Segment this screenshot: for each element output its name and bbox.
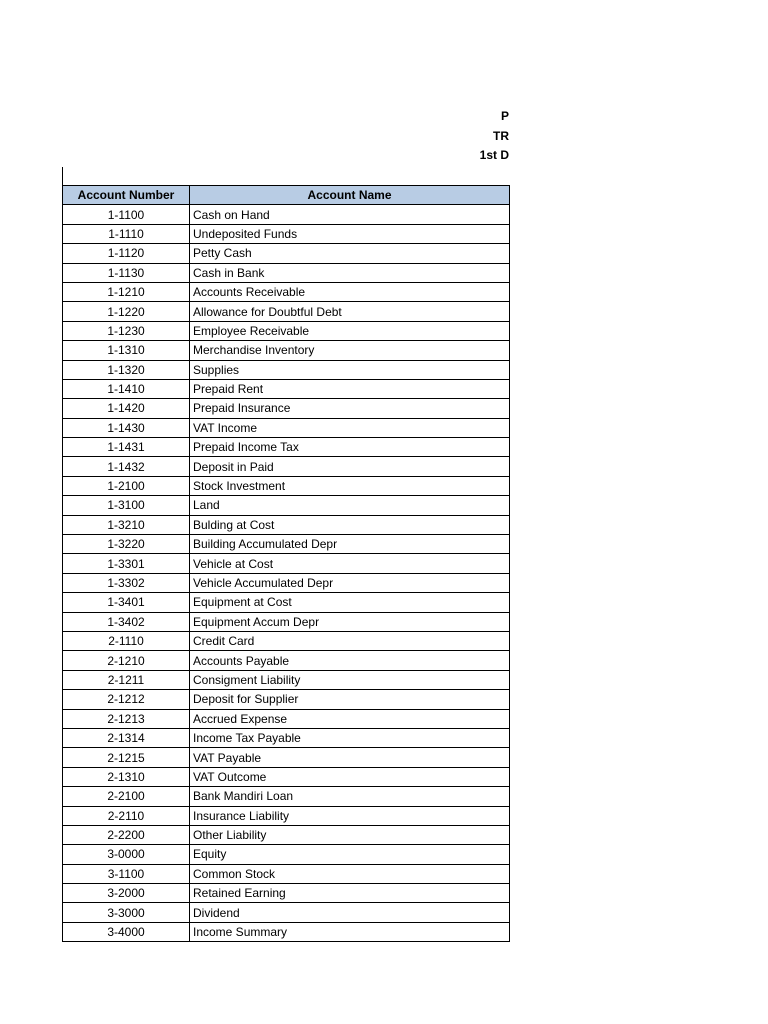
table-row (63, 263, 510, 282)
account-number-cell[interactable]: 1-3220 (63, 535, 190, 554)
table-row (63, 321, 510, 340)
account-name-cell[interactable]: Stock Investment (190, 476, 510, 495)
table-row (63, 767, 510, 786)
account-number-cell[interactable]: 3-0000 (63, 845, 190, 864)
table-row (63, 825, 510, 844)
account-number-cell[interactable]: 3-1100 (63, 864, 190, 883)
table-row (63, 631, 510, 650)
account-number-cell[interactable]: 1-1210 (63, 282, 190, 301)
table-row (63, 205, 510, 224)
account-number-cell[interactable]: 2-1210 (63, 651, 190, 670)
account-name-cell[interactable]: Deposit for Supplier (190, 690, 510, 709)
account-number-cell[interactable]: 3-2000 (63, 884, 190, 903)
account-name-cell[interactable]: Credit Card (190, 631, 510, 650)
account-name-cell[interactable]: Insurance Liability (190, 806, 510, 825)
chart-of-accounts-table (62, 185, 510, 942)
account-number-cell[interactable]: 2-1213 (63, 709, 190, 728)
table-row (63, 399, 510, 418)
account-name-cell[interactable]: Accounts Payable (190, 651, 510, 670)
account-name-cell[interactable]: Building Accumulated Depr (190, 535, 510, 554)
account-number-cell[interactable]: 2-1215 (63, 748, 190, 767)
report-title-line-2: TR (493, 129, 509, 143)
cell-border-line (62, 167, 63, 187)
account-name-cell[interactable]: Equity (190, 845, 510, 864)
table-row (63, 573, 510, 592)
account-number-cell[interactable]: 1-3210 (63, 515, 190, 534)
table-row (63, 651, 510, 670)
account-name-cell[interactable]: Vehicle Accumulated Depr (190, 573, 510, 592)
account-number-cell[interactable]: 1-1432 (63, 457, 190, 476)
table-row (63, 476, 510, 495)
account-name-cell[interactable]: Equipment at Cost (190, 593, 510, 612)
account-name-cell[interactable]: Merchandise Inventory (190, 341, 510, 360)
table-row (63, 496, 510, 515)
account-number-cell[interactable]: 2-1211 (63, 670, 190, 689)
table-row (63, 302, 510, 321)
report-title-line-1: P (500, 109, 509, 123)
table-row (63, 728, 510, 747)
account-number-cell[interactable]: 2-2100 (63, 787, 190, 806)
table-row (63, 670, 510, 689)
account-number-cell[interactable]: 1-3100 (63, 496, 190, 515)
account-number-cell[interactable]: 2-1110 (63, 631, 190, 650)
table-row (63, 379, 510, 398)
account-name-cell[interactable]: Petty Cash (190, 244, 510, 263)
account-number-cell[interactable]: 3-4000 (63, 922, 190, 941)
table-row (63, 612, 510, 631)
account-number-cell[interactable]: 2-2110 (63, 806, 190, 825)
account-name-cell[interactable]: VAT Payable (190, 748, 510, 767)
account-number-cell[interactable]: 1-2100 (63, 476, 190, 495)
table-row (63, 922, 510, 941)
account-number-cell[interactable]: 1-1410 (63, 379, 190, 398)
account-name-cell[interactable]: VAT Income (190, 418, 510, 437)
table-row (63, 903, 510, 922)
table-row (63, 787, 510, 806)
table-row (63, 709, 510, 728)
account-number-cell[interactable]: 1-1110 (63, 224, 190, 243)
account-name-cell[interactable]: Cash in Bank (190, 263, 510, 282)
table-row (63, 748, 510, 767)
account-name-cell[interactable]: VAT Outcome (190, 767, 510, 786)
account-number-cell[interactable]: 1-1130 (63, 263, 190, 282)
report-title-line-3: 1st D (479, 148, 509, 162)
account-name-cell[interactable]: Common Stock (190, 864, 510, 883)
table-row (63, 884, 510, 903)
account-number-cell[interactable]: 3-3000 (63, 903, 190, 922)
table-row (63, 244, 510, 263)
account-number-cell[interactable]: 2-1314 (63, 728, 190, 747)
account-name-cell[interactable]: Dividend (190, 903, 510, 922)
account-number-cell[interactable]: 2-1212 (63, 690, 190, 709)
account-name-cell[interactable]: Retained Earning (190, 884, 510, 903)
account-name-cell[interactable]: Allowance for Doubtful Debt (190, 302, 510, 321)
account-name-cell[interactable]: Deposit in Paid (190, 457, 510, 476)
table-row (63, 535, 510, 554)
table-row (63, 282, 510, 301)
account-name-cell[interactable]: Income Summary (190, 922, 510, 941)
account-number-cell[interactable]: 1-1230 (63, 321, 190, 340)
table-row (63, 457, 510, 476)
table-row (63, 360, 510, 379)
account-number-cell[interactable]: 2-1310 (63, 767, 190, 786)
account-number-cell[interactable]: 1-3301 (63, 554, 190, 573)
account-name-cell[interactable]: Prepaid Income Tax (190, 438, 510, 457)
column-header-account-number[interactable]: Account Number (63, 186, 190, 205)
account-number-cell[interactable]: 1-1310 (63, 341, 190, 360)
account-name-cell[interactable]: Bank Mandiri Loan (190, 787, 510, 806)
table-row (63, 593, 510, 612)
account-name-cell[interactable]: Other Liability (190, 825, 510, 844)
table-row (63, 845, 510, 864)
account-name-cell[interactable]: Cash on Hand (190, 205, 510, 224)
table-row (63, 341, 510, 360)
account-name-cell[interactable]: Undeposited Funds (190, 224, 510, 243)
account-number-cell[interactable]: 1-1320 (63, 360, 190, 379)
account-name-cell[interactable]: Accounts Receivable (190, 282, 510, 301)
account-number-cell[interactable]: 1-1120 (63, 244, 190, 263)
account-name-cell[interactable]: Vehicle at Cost (190, 554, 510, 573)
table-row (63, 806, 510, 825)
account-name-cell[interactable]: Prepaid Rent (190, 379, 510, 398)
account-number-cell[interactable]: 1-1431 (63, 438, 190, 457)
table-row (63, 438, 510, 457)
column-header-account-name[interactable]: Account Name (190, 186, 510, 205)
account-name-cell[interactable]: Accrued Expense (190, 709, 510, 728)
account-number-cell[interactable]: 1-1430 (63, 418, 190, 437)
account-number-cell[interactable]: 1-1420 (63, 399, 190, 418)
table-row (63, 418, 510, 437)
account-name-cell[interactable]: Income Tax Payable (190, 728, 510, 747)
table-row (63, 864, 510, 883)
account-name-cell[interactable]: Prepaid Insurance (190, 399, 510, 418)
table-body (63, 205, 510, 942)
table-header-row (63, 186, 510, 205)
table-row (63, 515, 510, 534)
account-name-cell[interactable]: Equipment Accum Depr (190, 612, 510, 631)
account-name-cell[interactable]: Supplies (190, 360, 510, 379)
account-name-cell[interactable]: Land (190, 496, 510, 515)
table-row (63, 690, 510, 709)
account-number-cell[interactable]: 1-3302 (63, 573, 190, 592)
account-number-cell[interactable]: 1-3402 (63, 612, 190, 631)
account-number-cell[interactable]: 1-1220 (63, 302, 190, 321)
table-row (63, 224, 510, 243)
account-name-cell[interactable]: Bulding at Cost (190, 515, 510, 534)
account-name-cell[interactable]: Employee Receivable (190, 321, 510, 340)
account-number-cell[interactable]: 2-2200 (63, 825, 190, 844)
account-name-cell[interactable]: Consigment Liability (190, 670, 510, 689)
table-row (63, 554, 510, 573)
account-number-cell[interactable]: 1-3401 (63, 593, 190, 612)
account-number-cell[interactable]: 1-1100 (63, 205, 190, 224)
